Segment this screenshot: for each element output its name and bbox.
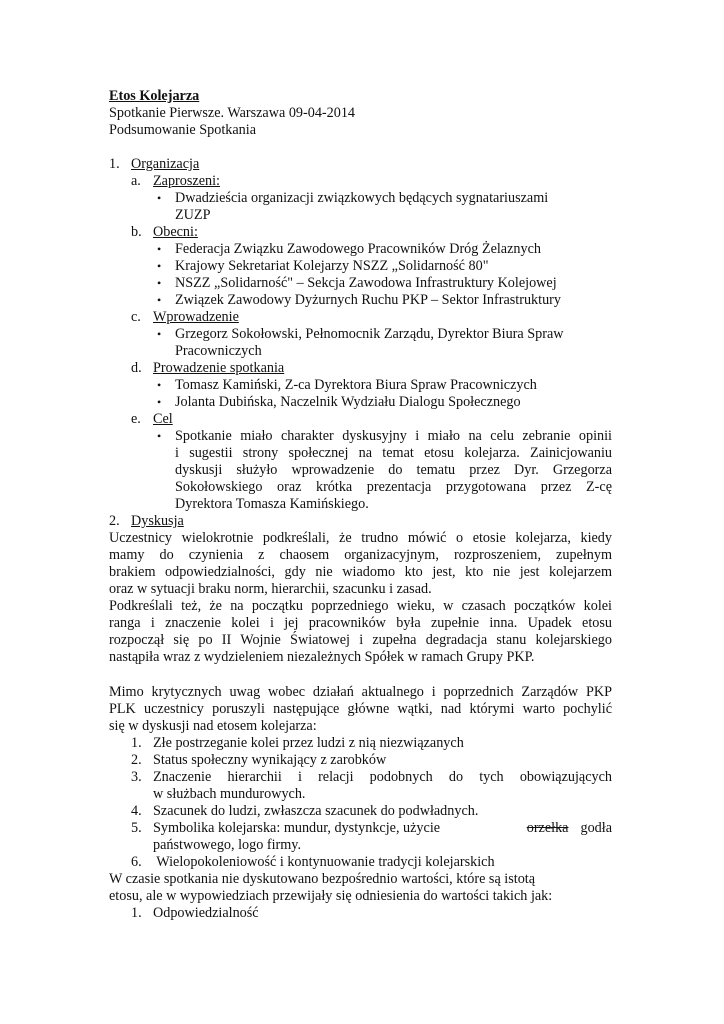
intro-line-1: Grzegorz Sokołowski, Pełnomocnik Zarządu, Dyrektor Biura Spraw bbox=[175, 326, 564, 342]
paragraph-line: Uczestnicy wielokrotnie podkreślali, że trudno mówić o etosie kolejarza, kiedy bbox=[109, 530, 612, 546]
bullet-icon: • bbox=[157, 259, 162, 273]
present-item: Federacja Związku Zawodowego Pracowników Dróg Żelaznych bbox=[175, 241, 541, 257]
paragraph-line: W czasie spotkania nie dyskutowano bezpośrednio wartości, które są istotą bbox=[109, 871, 536, 887]
goal-line: Spotkanie miało charakter dyskusyjny i miało na celu zebranie opinii bbox=[175, 428, 612, 444]
paragraph-line: mamy do czynienia z chaosem organizacyjnym, rozproszeniem, zupełnym bbox=[109, 547, 612, 563]
list-number: 1. bbox=[131, 735, 142, 751]
value-item: Odpowiedzialność bbox=[153, 905, 259, 921]
list-item: Wielopokoleniowość i kontynuowanie tradycji kolejarskich bbox=[153, 854, 495, 870]
host-item: Tomasz Kamiński, Z-ca Dyrektora Biura Spraw Pracowniczych bbox=[175, 377, 537, 393]
subsection-a-title: Zaproszeni: bbox=[153, 173, 220, 189]
list-item: Znaczenie hierarchii i relacji podobnych do tych obowiązujących bbox=[153, 769, 612, 785]
goal-line: Sokołowskiego oraz krótka prezentacja przygotowana przez Z-cę bbox=[175, 479, 612, 495]
bullet-icon: • bbox=[157, 276, 162, 290]
list-item: Szacunek do ludzi, zwłaszcza szacunek do podwładnych. bbox=[153, 803, 479, 819]
subsection-e-title: Cel bbox=[153, 411, 173, 427]
subsection-e-letter: e. bbox=[131, 411, 141, 427]
summary-line: Podsumowanie Spotkania bbox=[109, 122, 256, 138]
subsection-b-letter: b. bbox=[131, 224, 142, 240]
meeting-line: Spotkanie Pierwsze. Warszawa 09-04-2014 bbox=[109, 105, 356, 121]
list-item: w służbach mundurowych. bbox=[153, 786, 306, 802]
paragraph-line: ranga i znaczenie kolei i jej pracowników była zupełnie inna. Upadek etosu bbox=[109, 615, 612, 631]
subsection-d-title: Prowadzenie spotkania bbox=[153, 360, 285, 376]
subsection-b-title: Obecni: bbox=[153, 224, 198, 240]
paragraph-line: PLK uczestnicy poruszyli następujące główne wątki, nad którymi warto pochylić bbox=[109, 701, 612, 717]
host-item: Jolanta Dubińska, Naczelnik Wydziału Dialogu Społecznego bbox=[175, 394, 521, 410]
present-item: NSZZ „Solidarność" – Sekcja Zawodowa Infrastruktury Kolejowej bbox=[175, 275, 557, 291]
list-number: 3. bbox=[131, 769, 142, 785]
list-number: 2. bbox=[131, 752, 142, 768]
replacement-word: godła bbox=[580, 820, 612, 836]
goal-line: dyskusji służyło wprowadzenie do tematu przez Dyr. Grzegorza bbox=[175, 462, 612, 478]
list-item-text: Symbolika kolejarska: mundur, dystynkcje, użycie bbox=[153, 820, 441, 836]
section2-number: 2. bbox=[109, 513, 120, 529]
list-item: Złe postrzeganie kolei przez ludzi z nią niezwiązanych bbox=[153, 735, 464, 751]
present-item: Krajowy Sekretariat Kolejarzy NSZZ „Solidarność 80" bbox=[175, 258, 489, 274]
subsection-c-title: Wprowadzenie bbox=[153, 309, 239, 325]
paragraph-line: Podkreślali też, że na początku poprzedniego wieku, w czasach początków kolei bbox=[109, 598, 612, 614]
subsection-c-letter: c. bbox=[131, 309, 141, 325]
list-item-symbolism bbox=[153, 820, 612, 837]
paragraph-line: etosu, ale w wypowiedziach przewijały się odniesienia do wartości takich jak: bbox=[109, 888, 553, 904]
section1-number: 1. bbox=[109, 156, 120, 172]
intro-line-2: Pracowniczych bbox=[175, 343, 262, 359]
paragraph-line: się w dyskusji nad etosem kolejarza: bbox=[109, 718, 317, 734]
subsection-d-letter: d. bbox=[131, 360, 142, 376]
list-item: Status społeczny wynikający z zarobków bbox=[153, 752, 387, 768]
bullet-icon: • bbox=[157, 327, 162, 341]
bullet-icon: • bbox=[157, 293, 162, 307]
document-title: Etos Kolejarza bbox=[109, 88, 200, 104]
struck-word: orzełka bbox=[526, 820, 569, 836]
subsection-a-letter: a. bbox=[131, 173, 141, 189]
list-number: 5. bbox=[131, 820, 142, 836]
invited-line-2: ZUZP bbox=[175, 207, 211, 223]
list-number: 6. bbox=[131, 854, 142, 870]
list-number: 4. bbox=[131, 803, 142, 819]
paragraph-line: Mimo krytycznych uwag wobec działań aktualnego i poprzednich Zarządów PKP bbox=[109, 684, 612, 700]
bullet-icon: • bbox=[157, 395, 162, 409]
bullet-icon: • bbox=[157, 429, 162, 443]
paragraph-line: oraz w sytuacji braku norm, hierarchii, szacunku i zasad. bbox=[109, 581, 432, 597]
present-item: Związek Zawodowy Dyżurnych Ruchu PKP – Sektor Infrastruktury bbox=[175, 292, 561, 308]
goal-line: Dyrektora Tomasza Kamińskiego. bbox=[175, 496, 369, 512]
list-item-tail bbox=[527, 820, 612, 837]
list-item: państwowego, logo firmy. bbox=[153, 837, 302, 853]
bullet-icon: • bbox=[157, 378, 162, 392]
bullet-icon: • bbox=[157, 242, 162, 256]
invited-line-1: Dwadzieścia organizacji związkowych będących sygnatariuszami bbox=[175, 190, 549, 206]
paragraph-line: nastąpiła wraz z wydzieleniem niezależnych Spółek w ramach Grupy PKP. bbox=[109, 649, 535, 665]
list-number: 1. bbox=[131, 905, 142, 921]
section1-title: Organizacja bbox=[131, 156, 200, 172]
paragraph-line: rozpoczął się po II Wojnie Światowej i zupełna degradacja stanu kolejarskiego bbox=[109, 632, 612, 648]
goal-line: i sugestii strony społecznej na temat etosu kolejarza. Zainicjowaniu bbox=[175, 445, 612, 461]
bullet-icon: • bbox=[157, 191, 162, 205]
section2-title: Dyskusja bbox=[131, 513, 184, 529]
paragraph-line: brakiem odpowiedzialności, gdy nie wiadomo kto jest, kto nie jest kolejarzem bbox=[109, 564, 612, 580]
